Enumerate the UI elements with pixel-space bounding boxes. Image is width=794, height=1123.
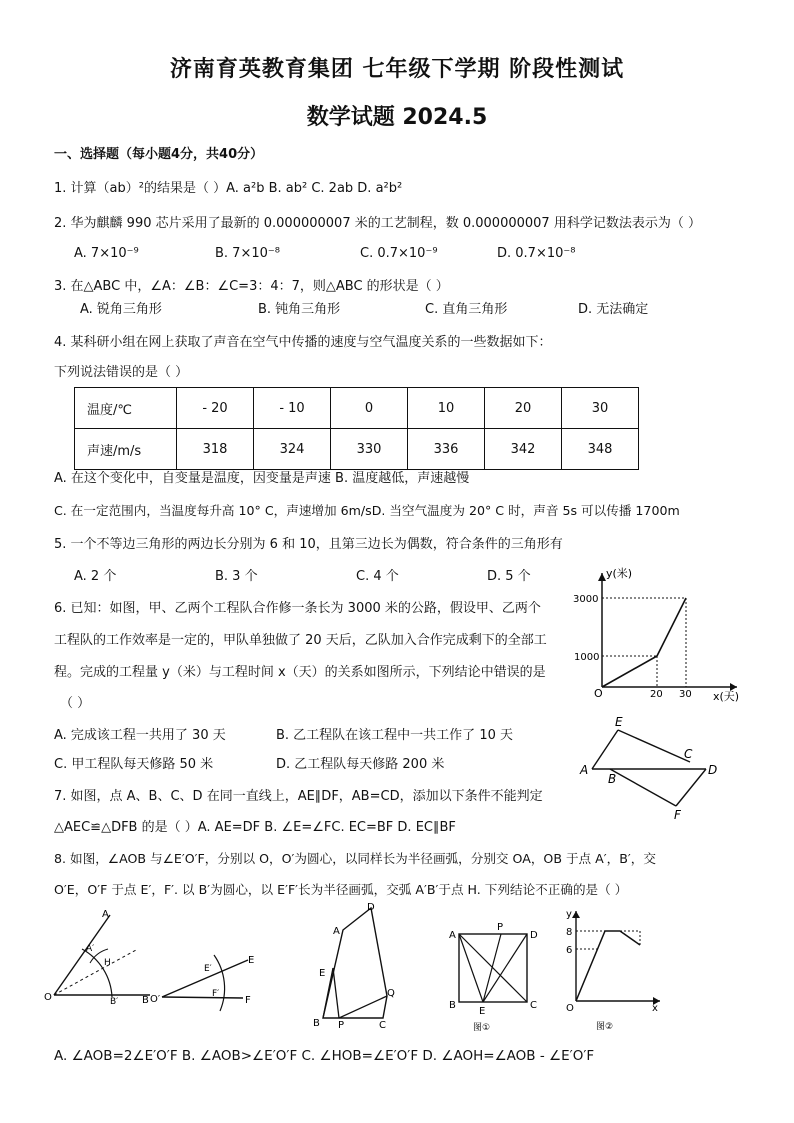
segment-bf bbox=[610, 769, 676, 806]
q6-option-b: B. 乙工程队在该工程中一共工作了 10 天 bbox=[276, 728, 513, 743]
point-label: B bbox=[313, 1018, 320, 1029]
exam-subtitle: 数学试题 2024.5 bbox=[306, 105, 488, 130]
question-7-line2: △AEC≌△DFB 的是（ ）A. AE=DF B. ∠E=∠FC. EC=BF D. EC∥BF bbox=[54, 820, 456, 835]
point-label: B bbox=[142, 995, 149, 1006]
sound-speed-table bbox=[74, 387, 639, 470]
segment-ec bbox=[618, 730, 690, 762]
q6-work-graph bbox=[573, 563, 750, 703]
section-heading: 一、选择题（每小题4分，共40分） bbox=[54, 147, 264, 162]
q3-option-d: D. 无法确定 bbox=[578, 302, 649, 317]
table-header-cell: 声速/m/s bbox=[75, 429, 177, 470]
arc-ab bbox=[82, 949, 112, 997]
y-tick-label: 3000 bbox=[573, 594, 599, 605]
graph-line bbox=[576, 931, 640, 1001]
point-label: B′ bbox=[110, 997, 119, 1007]
point-label: P bbox=[497, 922, 504, 933]
q2-option-c: C. 0.7×10⁻⁹ bbox=[360, 246, 438, 261]
point-label: A bbox=[333, 926, 340, 937]
q5-option-a: A. 2 个 bbox=[74, 569, 117, 584]
x-axis-label: x(天) bbox=[713, 690, 740, 703]
origin-label: O bbox=[566, 1003, 574, 1014]
q8-angle-aob-figure bbox=[38, 905, 158, 1010]
table-cell: 348 bbox=[562, 429, 639, 470]
q2-option-b: B. 7×10⁻⁸ bbox=[215, 246, 280, 261]
table-cell: 0 bbox=[331, 388, 408, 429]
figure-caption: 图① bbox=[473, 1023, 491, 1033]
point-label: B bbox=[449, 1000, 456, 1011]
point-label: Q bbox=[387, 988, 395, 999]
q6-option-c: C. 甲工程队每天修路 50 米 bbox=[54, 757, 214, 772]
point-label: P bbox=[338, 1020, 345, 1031]
point-label: E bbox=[248, 955, 255, 966]
point-label: E′ bbox=[204, 964, 212, 974]
point-label: E bbox=[615, 715, 623, 729]
point-label: F bbox=[245, 995, 251, 1006]
q4-options-cd: C. 在一定范围内，当温度每升高 10° C，声速增加 6m/sD. 当空气温度为 20° C 时，声音 5s 可以传播 1700m bbox=[54, 503, 680, 518]
table-cell: 330 bbox=[331, 429, 408, 470]
exam-title: 济南育英教育集团 七年级下学期 阶段性测试 bbox=[169, 57, 625, 82]
question-4-stem: 4. 某科研小组在网上获取了声音在空气中传播的速度与空气温度关系的一些数据如下： bbox=[54, 335, 552, 350]
point-label: A′ bbox=[86, 944, 95, 954]
point-label: O bbox=[44, 992, 52, 1003]
y-axis-arrow bbox=[598, 573, 606, 581]
figure-caption: 图② bbox=[596, 1022, 614, 1032]
q3-option-b: B. 钝角三角形 bbox=[258, 302, 341, 317]
y-tick-label: 8 bbox=[566, 927, 573, 938]
q5-option-d: D. 5 个 bbox=[487, 569, 531, 584]
question-2-stem: 2. 华为麒麟 990 芯片采用了最新的 0.000000007 米的工艺制程，数 0.000000007 用科学记数法表示为（ ） bbox=[54, 216, 701, 231]
table-cell: 342 bbox=[485, 429, 562, 470]
table-row bbox=[75, 388, 639, 429]
question-5-stem: 5. 一个不等边三角形的两边长分别为 6 和 10，且第三边长为偶数，符合条件的三角形有 bbox=[54, 537, 563, 552]
q8-answer-options: A. ∠AOB=2∠E′O′F B. ∠AOB>∠E′O′F C. ∠HOB=∠E′O′F D. ∠AOH=∠AOB - ∠E′O′F bbox=[54, 1048, 595, 1064]
table-cell: - 10 bbox=[254, 388, 331, 429]
point-label: D bbox=[367, 902, 375, 913]
segment-ae bbox=[459, 934, 483, 1002]
q2-option-d: D. 0.7×10⁻⁸ bbox=[497, 246, 576, 261]
segment-fd bbox=[676, 769, 706, 806]
x-tick-label: 30 bbox=[679, 689, 692, 700]
diagonal-ac bbox=[459, 934, 527, 1002]
q3-option-a: A. 锐角三角形 bbox=[80, 302, 162, 317]
segment-pq bbox=[339, 996, 387, 1018]
q8-square-figure bbox=[443, 920, 543, 1035]
q4-options-ab: A. 在这个变化中，自变量是温度，因变量是声速 B. 温度越低，声速越慢 bbox=[54, 471, 470, 486]
point-label: O′ bbox=[150, 994, 161, 1005]
y-axis-label: y bbox=[566, 909, 572, 920]
ray-of bbox=[162, 997, 243, 998]
q7-triangle-figure bbox=[578, 712, 728, 822]
table-cell: - 20 bbox=[177, 388, 254, 429]
point-label: A bbox=[102, 909, 109, 920]
segment-ep bbox=[333, 968, 339, 1018]
point-label: C bbox=[684, 747, 693, 761]
ray-oa bbox=[54, 915, 110, 995]
y-tick-label: 6 bbox=[566, 945, 573, 956]
point-label: C bbox=[530, 1000, 537, 1011]
question-8-line2: O′E，O′F 于点 E′，F′. 以 B′为圆心，以 E′F′长为半径画弧，交弧 A′B′于点 H. 下列结论不正确的是（ ） bbox=[54, 882, 628, 897]
table-cell: 336 bbox=[408, 429, 485, 470]
segment-pe bbox=[483, 934, 501, 1002]
question-1: 1. 计算（ab）²的结果是（ ）A. a²b B. ab² C. 2ab D. a²b² bbox=[54, 181, 403, 196]
q8-line-graph-figure bbox=[560, 905, 670, 1035]
table-row bbox=[75, 429, 639, 470]
question-6-line1: 6. 已知：如图，甲、乙两个工程队合作修一条长为 3000 米的公路，假设甲、乙两个 bbox=[54, 601, 541, 616]
q6-option-a: A. 完成该工程一共用了 30 天 bbox=[54, 728, 226, 743]
point-label: D bbox=[708, 763, 718, 777]
work-line bbox=[602, 598, 686, 687]
point-label: A bbox=[580, 763, 589, 777]
q8-quadrilateral-figure bbox=[305, 900, 410, 1030]
x-tick-label: 20 bbox=[650, 689, 663, 700]
point-label: C bbox=[379, 1020, 386, 1031]
point-label: F bbox=[674, 808, 681, 822]
question-6-line4: （ ） bbox=[60, 696, 91, 711]
question-6-line2: 工程队的工作效率是一定的，甲队单独做了 20 天后，乙队加入合作完成剩下的全部工 bbox=[54, 633, 547, 648]
origin-label: O bbox=[594, 687, 603, 700]
q8-angle-eof-figure bbox=[148, 945, 263, 1015]
point-label: E bbox=[479, 1006, 486, 1017]
x-axis-label: x bbox=[652, 1003, 658, 1014]
table-cell: 10 bbox=[408, 388, 485, 429]
point-label: B bbox=[608, 772, 617, 786]
question-4-prompt: 下列说法错误的是（ ） bbox=[54, 365, 189, 380]
q5-option-c: C. 4 个 bbox=[356, 569, 399, 584]
arc-ef bbox=[214, 955, 225, 1011]
point-label: H bbox=[104, 958, 111, 968]
question-6-line3: 程。完成的工程量 y（米）与工程时间 x（天）的关系如图所示，下列结论中错误的是 bbox=[54, 665, 546, 680]
question-8-line1: 8. 如图，∠AOB 与∠E′O′F，分别以 O，O′为圆心，以同样长为半径画弧，分别交 OA，OB 于点 A′，B′，交 bbox=[54, 851, 656, 866]
table-cell: 30 bbox=[562, 388, 639, 429]
segment-ea bbox=[592, 730, 618, 769]
q6-option-d: D. 乙工程队每天修路 200 米 bbox=[276, 757, 445, 772]
point-label: F′ bbox=[212, 989, 220, 999]
point-label: E bbox=[319, 968, 326, 979]
q2-option-a: A. 7×10⁻⁹ bbox=[74, 246, 139, 261]
question-7-line1: 7. 如图，点 A、B、C、D 在同一直线上，AE∥DF，AB=CD，添加以下条件不能判定 bbox=[54, 789, 543, 804]
outline-shape bbox=[323, 908, 387, 1018]
q5-option-b: B. 3 个 bbox=[215, 569, 258, 584]
y-tick-label: 1000 bbox=[574, 652, 600, 663]
point-label: D bbox=[530, 930, 538, 941]
point-label: A bbox=[449, 930, 456, 941]
segment-de bbox=[483, 934, 527, 1002]
y-axis-arrow bbox=[572, 911, 580, 918]
table-header-cell: 温度/℃ bbox=[75, 388, 177, 429]
question-3-stem: 3. 在△ABC 中，∠A：∠B：∠C=3：4：7，则△ABC 的形状是（ ） bbox=[54, 279, 449, 294]
table-cell: 318 bbox=[177, 429, 254, 470]
q3-option-c: C. 直角三角形 bbox=[425, 302, 508, 317]
table-cell: 324 bbox=[254, 429, 331, 470]
table-cell: 20 bbox=[485, 388, 562, 429]
y-axis-label: y(米) bbox=[606, 567, 633, 580]
